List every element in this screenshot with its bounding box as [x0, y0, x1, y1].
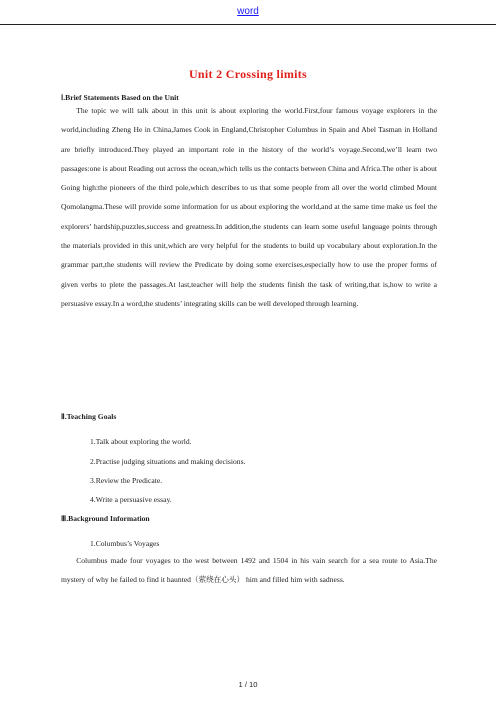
teaching-goal-item: 4.Write a persuasive essay. — [90, 495, 172, 504]
section-paragraph-brief-statements: The topic we will talk about in this unit is about exploring the world.First,four famous voyage explorers in the world,including Zheng He in China,James Cook in England,Christopher Columbus in Spain and Abel Tasman in Holland are briefly introduced.They played an important role in the history of the world’s voyage.Second,we’ll learn two passages:one is about Reading out across the ocean,which tells us the contacts between China and Africa.The other is about Going high:the pioneers of the third pole,which describes to us that some people from all over the world climbed Mount Qomolangma.These will provide some information for us about exploring the world,and at the same time make us feel the explorers’ hardship,puzzles,success and greatness.In addition,the students can learn some useful language points through the materials provided in this unit,which are very helpful for the students to build up vocabulary about exploration.In the grammar part,the students will review the Predicate by doing some exercises,especially how to use the proper forms of given verbs to plete the passages.At last,teacher will help the students finish the task of writing,that is,how to write a persuasive essay.In a word,the students’ integrating skills can be well developed through learning. — [61, 106, 437, 308]
section-heading-background-information: Ⅲ.Background Information — [61, 514, 150, 523]
background-paragraph: Columbus made four voyages to the west between 1492 and 1504 in his vain search for a sea route to Asia.The mystery of why he failed to find it haunted（萦绕在心头） him and filled him with sadness. — [61, 556, 437, 585]
header-word-link[interactable]: word — [237, 6, 259, 17]
page-title: Unit 2 Crossing limits — [188, 67, 308, 81]
section-heading-brief-statements: Ⅰ.Brief Statements Based on the Unit — [61, 93, 179, 102]
teaching-goal-item: 3.Review the Predicate. — [90, 476, 163, 485]
section-heading-teaching-goals: Ⅱ.Teaching Goals — [61, 412, 117, 421]
page-number: 1 / 10 — [238, 680, 258, 689]
teaching-goal-item: 1.Talk about exploring the world. — [90, 437, 192, 446]
teaching-goal-item: 2.Practise judging situations and making decisions. — [90, 457, 246, 466]
header-divider — [0, 24, 496, 25]
background-subheading: 1.Columbus’s Voyages — [90, 539, 160, 548]
